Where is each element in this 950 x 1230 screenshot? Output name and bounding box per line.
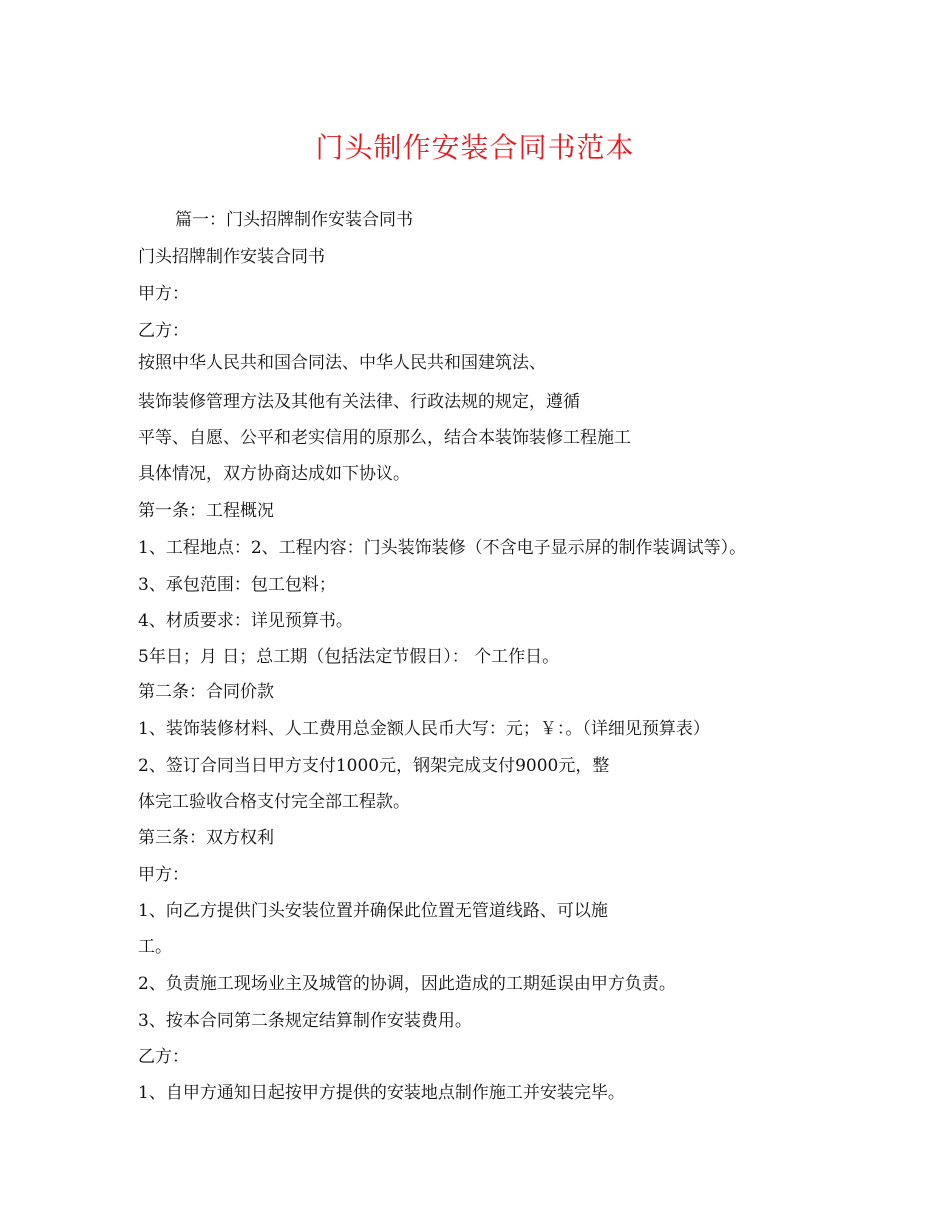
clause-line: 体完工验收合格支付完全部工程款。 xyxy=(138,792,410,812)
party-b-label: 乙方： xyxy=(138,321,189,341)
article-heading: 第二条：合同价款 xyxy=(138,682,274,702)
party-b-label: 乙方： xyxy=(138,1047,189,1067)
clause-line: 1、自甲方通知日起按甲方提供的安装地点制作施工并安装完毕。 xyxy=(138,1083,625,1103)
clause-line: 工。 xyxy=(138,937,172,957)
clause-line: 3、按本合同第二条规定结算制作安装费用。 xyxy=(138,1011,472,1031)
clause-line: 5年日；月 日；总工期（包括法定节假日）： 个工作日。 xyxy=(138,647,560,667)
paragraph-line: 平等、自愿、公平和老实信用的原那么，结合本装饰装修工程施工 xyxy=(138,428,631,448)
clause-line: 4、材质要求：详见预算书。 xyxy=(138,611,353,631)
clause-line: 3、承包范围：包工包料； xyxy=(138,575,336,595)
paragraph-line: 具体情况，双方协商达成如下协议。 xyxy=(138,464,410,484)
section-heading: 篇一：门头招牌制作安装合同书 xyxy=(175,210,413,230)
article-heading: 第三条：双方权利 xyxy=(138,828,274,848)
clause-line: 1、装饰装修材料、人工费用总金额人民币大写：元；￥：。（详细见预算表） xyxy=(138,719,710,739)
clause-line: 1、向乙方提供门头安装位置并确保此位置无管道线路、可以施 xyxy=(138,901,608,921)
party-a-label: 甲方： xyxy=(138,865,189,885)
document-title: 门头制作安装合同书范本 xyxy=(315,131,635,164)
paragraph-line: 装饰装修管理方法及其他有关法律、行政法规的规定，遵循 xyxy=(138,392,580,412)
article-heading: 第一条：工程概况 xyxy=(138,501,274,521)
clause-line: 2、负责施工现场业主及城管的协调，因此造成的工期延误由甲方负责。 xyxy=(138,974,676,994)
contract-subtitle: 门头招牌制作安装合同书 xyxy=(138,247,325,267)
paragraph-line: 按照中华人民共和国合同法、中华人民共和国建筑法、 xyxy=(138,353,546,373)
party-a-label: 甲方： xyxy=(138,284,189,304)
clause-line: 2、签订合同当日甲方支付1000元，钢架完成支付9000元，整 xyxy=(138,756,610,776)
clause-line: 1、工程地点：2、工程内容：门头装饰装修（不含电子显示屏的制作装调试等）。 xyxy=(138,538,747,558)
